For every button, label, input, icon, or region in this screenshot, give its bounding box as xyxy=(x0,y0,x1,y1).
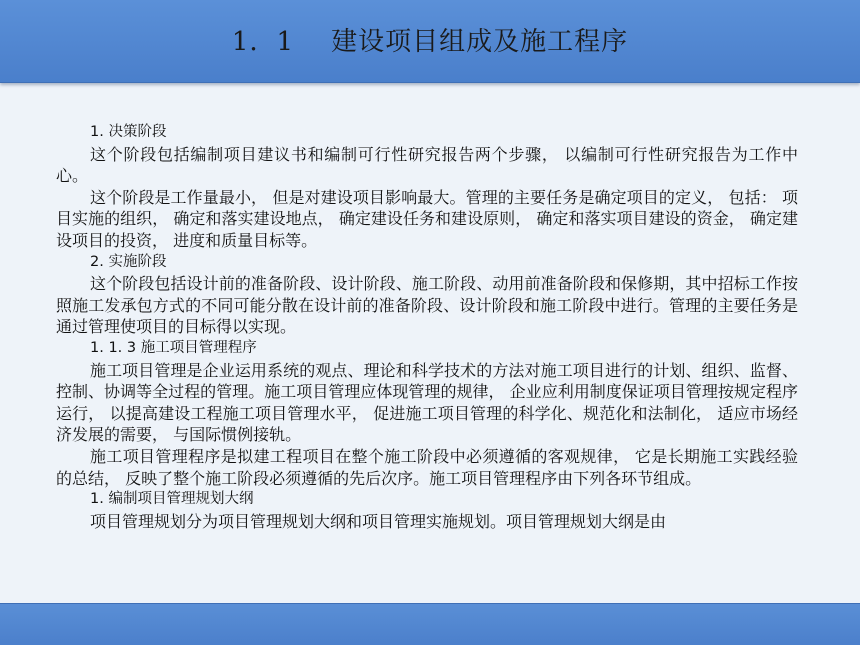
paragraph-implementation-stage: 这个阶段包括设计前的准备阶段、设计阶段、施工阶段、动用前准备阶段和保修期，其中招标工作按照施工发承包方式的不同可能分散在设计前的准备阶段、设计阶段和施工阶段中进行。管理的主要任务是通过管理使项目的目标得以实现。 xyxy=(56,274,798,337)
slide-body xyxy=(56,122,798,532)
paragraph-decision-stage-intro: 这个阶段包括编制项目建议书和编制可行性研究报告两个步骤， 以编制可行性研究报告为工作中心。 xyxy=(56,144,798,186)
paragraph-management-procedure: 施工项目管理程序是拟建工程项目在整个施工阶段中必须遵循的客观规律， 它是长期施工实践经验的总结， 反映了整个施工阶段必须遵循的先后次序。施工项目管理程序由下列各环节组成。 xyxy=(56,446,798,488)
slide-title: 1．1 建设项目组成及施工程序 xyxy=(231,27,629,57)
paragraph-decision-stage-tasks: 这个阶段是工作量最小， 但是对建设项目影响最大。管理的主要任务是确定项目的定义， 包括： 项目实施的组织， 确定和落实建设地点， 确定建设任务和建设原则， 确定和落实项目建设的资金， 确定建设项目的投资， 进度和质量目标等。 xyxy=(56,187,798,250)
footer-bar xyxy=(0,603,860,645)
section-heading-planning-outline: 1. 编制项目管理规划大纲 xyxy=(90,491,254,508)
section-heading-implementation-stage: 2. 实施阶段 xyxy=(90,253,167,270)
paragraph-planning-outline: 项目管理规划分为项目管理规划大纲和项目管理实施规划。项目管理规划大纲是由 xyxy=(90,511,667,531)
section-heading-1-1-3: 1. 1. 3 施工项目管理程序 xyxy=(90,339,257,356)
paragraph-construction-management: 施工项目管理是企业运用系统的观点、理论和科学技术的方法对施工项目进行的计划、组织、监督、控制、协调等全过程的管理。施工项目管理应体现管理的规律， 企业应利用制度保证项目管理按规定程序运行， 以提高建设工程施工项目管理水平， 促进施工项目管理的科学化、规范化和法制化， 适应市场经济发展的需要， 与国际惯例接轨。 xyxy=(56,360,798,445)
section-heading-decision-stage: 1. 决策阶段 xyxy=(90,124,167,140)
